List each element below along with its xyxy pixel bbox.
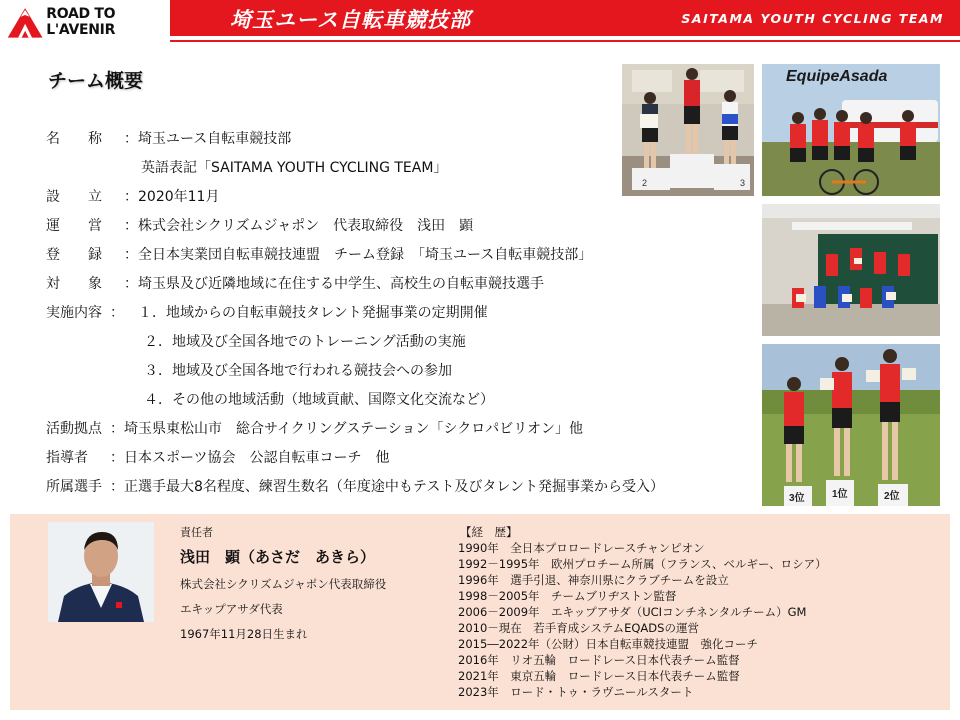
row-activity-2 (144, 329, 466, 353)
podium-number-2: 2 (642, 178, 648, 188)
row-label: 活動拠点 (46, 421, 102, 437)
row-sep: ： (110, 479, 124, 495)
row-sep: ： (110, 450, 124, 466)
team-title-jp: 埼玉ユース自転車競技部 (230, 8, 471, 32)
row-value: 埼玉ユース自転車競技部 (138, 131, 292, 147)
row-value: 株式会社シクリズムジャポン 代表取締役 浅田 顕 (138, 218, 474, 234)
row-riders (46, 474, 664, 498)
career-heading: 【経 歴】 (460, 525, 518, 539)
row-label: 運 営 (46, 218, 102, 234)
podium-label-1st: 1位 (832, 489, 848, 500)
equipe-asada-logo: EquipeAsada (786, 68, 888, 85)
career-item: 1998－2005年 チームブリヂストン監督 (458, 589, 677, 603)
row-label: 登 録 (46, 247, 102, 263)
row-name (46, 126, 291, 150)
career-item: 2010－現在 若手育成システムEQADSの運営 (458, 621, 699, 635)
row-value: 正選手最大8名程度、練習生数名（年度途中もテスト及びタレント発掘事業から受入） (124, 479, 664, 495)
row-coaches (46, 445, 389, 469)
career-item: 2016年 リオ五輪 ロードレース日本代表チーム監督 (458, 653, 740, 667)
row-label: 所属選手 (46, 479, 102, 495)
row-sep: ： (124, 218, 138, 234)
podium-label-3rd: 3位 (789, 493, 805, 504)
career-item: 1992－1995年 欧州プロチーム所属（フランス、ベルギー、ロシア） (458, 557, 827, 571)
podium-photo-outdoor (762, 344, 940, 506)
row-activities (46, 300, 488, 324)
row-label: 名 称 (46, 131, 102, 147)
career-item: 2023年 ロード・トゥ・ラヴニールスタート (458, 685, 694, 699)
team-title-en: SAITAMA YOUTH CYCLING TEAM (681, 11, 944, 26)
career-item: 2021年 東京五輪 ロードレース日本代表チーム監督 (458, 669, 740, 683)
row-activity-3 (144, 358, 452, 382)
row-activity-4 (144, 387, 494, 411)
overview-title: チーム概要 (48, 70, 144, 92)
row-label: 指導者 (46, 450, 102, 466)
team-photo-outdoor (762, 64, 940, 196)
row-value: １．地域からの自転車競技タレント発掘事業の定期開催 (124, 305, 488, 321)
row-value: ４．その他の地域活動（地域貢献、国際文化交流など） (144, 392, 494, 408)
mountain-road-icon (6, 2, 44, 42)
podium-number-3: 3 (740, 178, 746, 188)
row-value: ２．地域及び全国各地でのトレーニング活動の実施 (144, 334, 466, 350)
profile-role: 責任者 (180, 526, 213, 539)
row-sep: ： (110, 421, 124, 437)
career-item: 2015―2022年（公財）日本自転車競技連盟 強化コーチ (458, 637, 759, 651)
career-item: 1996年 選手引退、神奈川県にクラブチームを設立 (458, 573, 729, 587)
profile-title: エキップアサダ代表 (180, 602, 283, 616)
header-divider (170, 40, 960, 42)
row-label: 対 象 (46, 276, 102, 292)
profile-name: 浅田 顕（あさだ あきら） (180, 548, 376, 566)
row-founded (46, 184, 219, 208)
group-photo-indoor (762, 204, 940, 336)
logo-text: ROAD TO L'AVENIR (46, 6, 116, 38)
row-value: 埼玉県及び近隣地域に在住する中学生、高校生の自転車競技選手 (138, 276, 544, 292)
row-value: 全日本実業団自転車競技連盟 チーム登録 「埼玉ユース自転車競技部」 (138, 247, 593, 263)
row-operator (46, 213, 473, 237)
row-base (46, 416, 583, 440)
avatar (48, 522, 154, 622)
row-sep: ： (124, 247, 138, 263)
row-value: ３．地域及び全国各地で行われる競技会への参加 (144, 363, 452, 379)
row-sep: ： (124, 189, 138, 205)
career-item: 1990年 全日本プロロードレースチャンピオン (458, 541, 705, 555)
row-value: 英語表記「SAITAMA YOUTH CYCLING TEAM」 (141, 160, 448, 176)
row-value: 2020年11月 (138, 189, 220, 205)
row-registration (46, 242, 592, 266)
podium-label-2nd: 2位 (884, 491, 900, 502)
profile-company: 株式会社シクリズムジャポン代表取締役 (180, 577, 387, 591)
title-banner (170, 0, 960, 36)
row-sep: ： (124, 131, 138, 147)
row-sep: ： (124, 276, 138, 292)
header (0, 0, 960, 44)
row-target (46, 271, 544, 295)
road-to-lavenir-logo (0, 0, 170, 44)
row-label: 設 立 (46, 189, 102, 205)
profile-birthdate: 1967年11月28日生まれ (180, 627, 308, 641)
row-label: 実施内容 (46, 305, 102, 321)
row-sep: ： (110, 305, 124, 321)
row-value: 日本スポーツ協会 公認自転車コーチ 他 (124, 450, 390, 466)
row-value: 埼玉県東松山市 総合サイクリングステーション「シクロパビリオン」他 (124, 421, 584, 437)
career-item: 2006－2009年 エキップアサダ（UCIコンチネンタルチーム）GM (458, 605, 807, 619)
podium-photo-indoor (622, 64, 754, 196)
row-english-name (141, 155, 447, 179)
